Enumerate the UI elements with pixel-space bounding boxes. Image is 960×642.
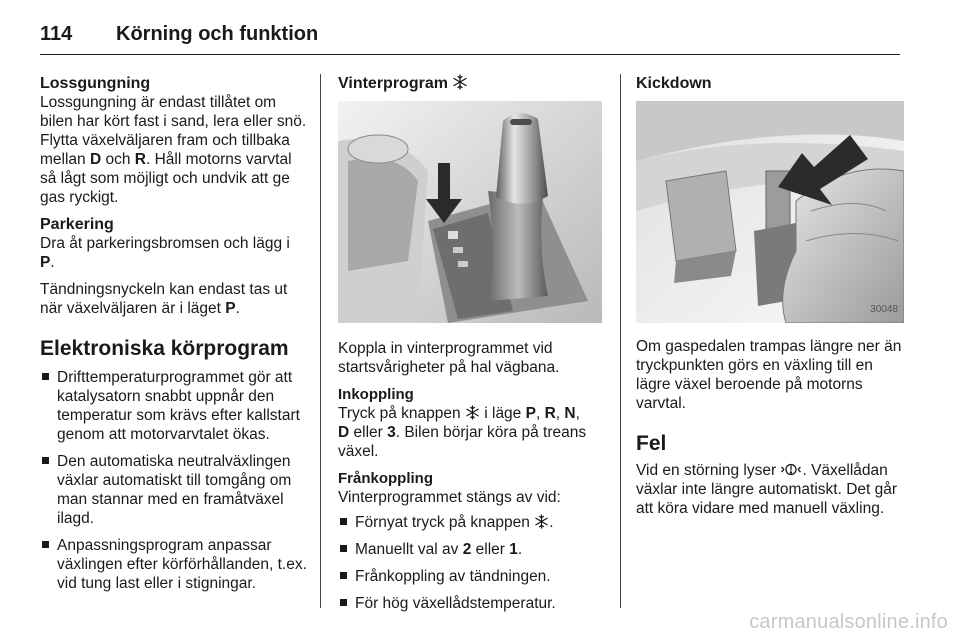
gear-selector-illustration bbox=[338, 101, 602, 323]
kickdown-image bbox=[636, 101, 904, 323]
column-divider bbox=[620, 74, 621, 608]
figure-number: 30048 bbox=[870, 304, 898, 315]
heading-elektroniska-korprogram: Elektroniska körprogram bbox=[40, 337, 289, 360]
page-header bbox=[40, 14, 900, 55]
gear-selector-image bbox=[338, 101, 602, 323]
heading-fel: Fel bbox=[636, 432, 667, 455]
section-elektroniska-korprogram bbox=[40, 336, 308, 593]
inkoppling-text: Tryck på knappen i läge P, R, N, D eller 3. Bilen börjar köra på treans växel. bbox=[338, 405, 587, 460]
snowflake-icon bbox=[452, 74, 468, 90]
heading-frankoppling: Frånkoppling bbox=[338, 470, 433, 487]
vinterprogram-intro: Koppla in vinterprogrammet vid startsvårigheter på hal vägbana. bbox=[338, 340, 560, 376]
list-item: Frånkoppling av tändningen. bbox=[338, 567, 602, 586]
parkering-text-2: Tändningsnyckeln kan endast tas ut när växelväljaren är i läget P. bbox=[40, 281, 288, 317]
fel-text: Vid en störning lyser . Växellådan växlar inte längre automatiskt. Det går att köra vidare med manuell växling. bbox=[636, 462, 898, 517]
elektroniska-list bbox=[40, 368, 308, 593]
kickdown-illustration bbox=[636, 101, 904, 323]
column-divider bbox=[320, 74, 321, 608]
heading-lossgungning: Lossgungning bbox=[40, 75, 151, 92]
page-number: 114 bbox=[40, 22, 73, 45]
heading-vinterprogram: Vinterprogram bbox=[338, 74, 602, 93]
frankoppling-intro: Vinterprogrammet stängs av vid: bbox=[338, 489, 561, 506]
parkering-text-1: Dra åt parkeringsbromsen och lägg i P. bbox=[40, 235, 290, 271]
gearbox-warning-icon bbox=[780, 462, 802, 477]
kickdown-text: Om gaspedalen trampas längre ner än tryckpunkten görs en växling till en lägre växel beroende på motorns varvtal. bbox=[636, 338, 902, 412]
list-item: Manuellt val av 2 eller 1. bbox=[338, 540, 602, 559]
chapter-title: Körning och funktion bbox=[116, 22, 319, 45]
snowflake-icon bbox=[534, 514, 549, 529]
list-item: Förnyat tryck på knappen . bbox=[338, 513, 602, 532]
lossgungning-text: Lossgungning är endast tillåtet om bilen har kört fast i sand, lera eller snö. Flytta växelväljaren fram och tillbaka mellan D och R. Håll motorns varvtal så lågt som möjligt och undvik att ge gas ryckigt. bbox=[40, 94, 307, 206]
section-parkering bbox=[40, 215, 308, 318]
column-right bbox=[636, 74, 904, 526]
list-item: Anpassningsprogram anpassar växlingen efter körförhållanden, t.ex. vid tung last eller i stigningar. bbox=[40, 536, 308, 593]
frankoppling-list bbox=[338, 513, 602, 613]
list-item: Drifttemperaturprogrammet gör att katalysatorn snabbt uppnår den temperatur som krävs efter kallstart genom att motorvarvtalet ökas. bbox=[40, 368, 308, 444]
section-lossgungning bbox=[40, 74, 308, 207]
heading-kickdown: Kickdown bbox=[636, 75, 712, 92]
heading-inkoppling: Inkoppling bbox=[338, 386, 414, 403]
column-left bbox=[40, 74, 308, 601]
column-middle bbox=[338, 74, 602, 621]
heading-parkering: Parkering bbox=[40, 216, 114, 233]
snowflake-icon bbox=[465, 405, 480, 420]
list-item: Den automatiska neutralväxlingen växlar automatiskt till tomgång om man stannar med en framåtväxel ilagd. bbox=[40, 452, 308, 528]
watermark: carmanualsonline.info bbox=[749, 611, 948, 633]
list-item: För hög växellådstemperatur. bbox=[338, 594, 602, 613]
